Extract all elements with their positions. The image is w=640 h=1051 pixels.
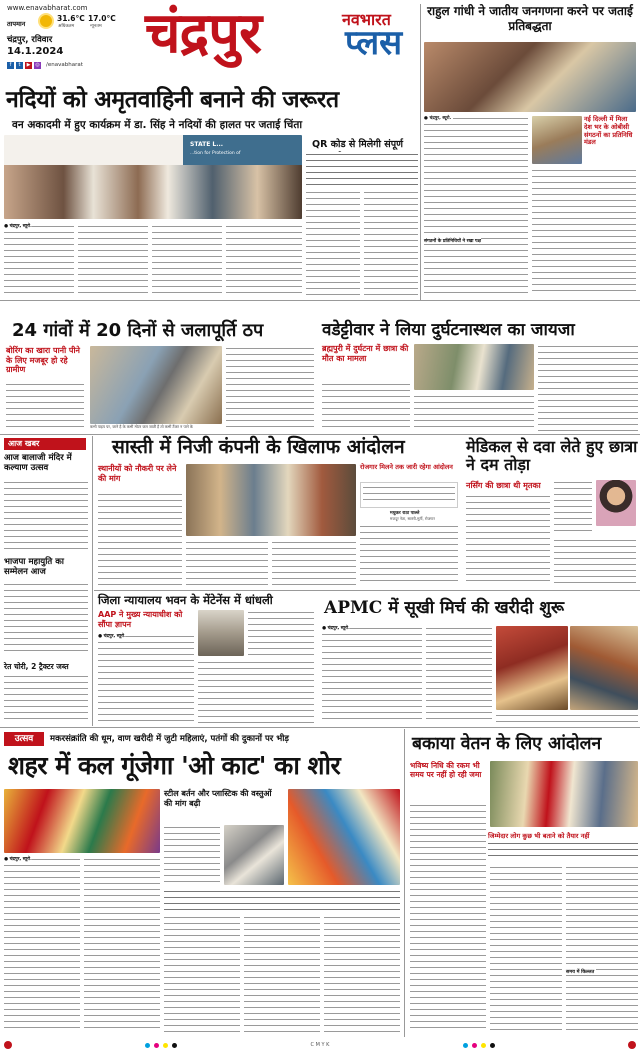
utsav-col5 — [244, 915, 320, 1033]
social-icons — [7, 62, 41, 69]
apmc-story — [318, 592, 640, 726]
apmc-headline: APMC में सूखी मिर्च की खरीदी शुरू — [324, 598, 565, 618]
wage-quote-text — [488, 841, 638, 861]
vadettiwar-col3 — [538, 344, 638, 432]
vadettiwar-story — [318, 302, 640, 434]
wage-quote: जिम्मेदार लोग कुछ भी बताने को तैयार नहीं — [488, 832, 590, 840]
aaj-khabar-item1-headline: आज बालाजी मंदिर में कल्याण उत्सव — [4, 453, 72, 473]
lead-banner-text-2: ...tion for Protection of — [190, 151, 241, 156]
wage-story — [406, 729, 640, 1037]
utsav-photo-3 — [288, 789, 400, 885]
medical-photo — [596, 480, 636, 526]
wage-col1 — [410, 803, 486, 1033]
temp-max: 31.6°C — [57, 14, 85, 23]
registration-mark-left — [4, 1041, 12, 1049]
cmyk-bar — [0, 1039, 640, 1051]
registration-mark-right — [628, 1041, 636, 1049]
rahul-col1-text — [424, 116, 528, 296]
medical-col1 — [466, 494, 550, 586]
rahul-inset-headline: नई दिल्ली में मिला देश भर के ओबीसी संगठनों का प्रतिनिधि मंडल — [584, 115, 633, 147]
court-inset-headline: AAP ने मुख्य न्यायाधीश को सौंपा ज्ञापन — [98, 610, 183, 629]
jalapurti-story — [0, 302, 316, 434]
city-day: चंद्रपुर, रविवार — [7, 35, 53, 45]
utsav-inset-headline: स्टील बर्तन और प्लास्टिक की वस्तुओं की मांग बढ़ी — [164, 789, 272, 808]
medical-story — [462, 436, 640, 588]
lead-banner-text: STATE L... — [190, 141, 224, 148]
apmc-col2 — [426, 626, 492, 722]
wage-headline: बकाया वेतन के लिए आंदोलन — [412, 734, 602, 754]
medical-col3 — [554, 538, 636, 586]
rahul-subhead: संगठनों के प्रतिनिधियों ने रखा पक्ष — [424, 239, 481, 244]
medical-headline: मेडिकल से दवा लेते हुए छात्रा ने दम तोड़ा — [466, 437, 638, 475]
jalapurti-headline: 24 गांवों में 20 दिनों से जलापूर्ति ठप — [12, 320, 264, 341]
youtube-icon[interactable]: ▶ — [26, 62, 31, 68]
aaj-khabar — [0, 436, 90, 726]
lead-story — [0, 84, 420, 300]
twitter-icon[interactable]: t — [16, 62, 23, 69]
vadettiwar-inset-headline: ब्रह्मपुरी में दुर्घटना में छात्रा की मौत का मामला — [322, 344, 409, 363]
court-col1 — [98, 634, 194, 724]
lead-headline: नदियों को अमृतवाहिनी बनाने की जरूरत — [6, 87, 339, 113]
apmc-col1 — [322, 626, 422, 722]
jalapurti-photo — [90, 346, 222, 424]
andolan-story — [94, 436, 460, 588]
andolan-col4 — [360, 524, 458, 586]
lead-col3 — [152, 224, 222, 298]
aaj-khabar-item3-text — [4, 674, 88, 724]
utsav-col4 — [164, 915, 240, 1033]
issue-date: 14.1.2024 — [7, 46, 64, 57]
apmc-photo-1 — [496, 626, 568, 710]
court-col3 — [198, 660, 314, 724]
website-url[interactable]: www.enavabharat.com — [7, 4, 88, 12]
vadettiwar-headline: वडेट्टीवार ने लिया दुर्घटनास्थल का जायजा — [322, 320, 575, 340]
court-col2 — [248, 610, 314, 656]
cmyk-label: C M Y K — [310, 1042, 330, 1048]
andolan-quote-author: मधुकर राठा पाल्ले — [390, 511, 420, 516]
andolan-col2 — [186, 540, 268, 586]
utsav-headline: शहर में कल गूंजेगा 'ओ काट' का शोर — [8, 751, 341, 780]
aaj-khabar-item3-headline: रेत चोरी, 2 ट्रैक्टर जब्त — [4, 662, 69, 671]
jalapurti-col1 — [6, 382, 84, 432]
wage-photo — [490, 761, 638, 827]
temp-label: तापमान — [7, 20, 26, 28]
andolan-col3 — [272, 540, 356, 586]
medical-subhead: नर्सिंग की छात्रा थी मृतका — [466, 481, 541, 490]
aaj-khabar-item2-headline: भाजपा महायुति का सम्मेलन आज — [4, 557, 64, 577]
medical-col2 — [554, 480, 592, 534]
vadettiwar-col1 — [322, 382, 410, 432]
andolan-photo — [186, 464, 356, 536]
lead-col2 — [78, 224, 148, 298]
utsav-photo-1 — [4, 789, 160, 853]
rahul-story — [422, 2, 638, 300]
wage-col2 — [490, 865, 562, 1033]
qr-intro — [306, 152, 418, 186]
rahul-photo — [424, 42, 636, 112]
jalapurti-inset-headline: बोरिंग का खारा पानी पीने के लिए मजबूर हो रहे ग्रामीण — [6, 346, 80, 375]
wage-subhead: समय में किल्लत — [566, 970, 595, 975]
andolan-inset-headline: स्थानीयों को नौकरी पर लेने की मांग — [98, 464, 177, 483]
lead-col1 — [4, 224, 74, 298]
qr-headline: QR कोड से मिलेगी संपूर्ण — [312, 139, 403, 150]
rahul-col2-text — [532, 168, 636, 296]
apmc-caption — [496, 713, 638, 722]
jalapurti-col2 — [226, 346, 314, 432]
andolan-quote-box — [360, 482, 458, 508]
rahul-headline: राहुल गांधी ने जातीय जनगणना करने पर जताई प्रतिबद्धता — [427, 4, 633, 33]
andolan-quote-role: मजदूर नेता, सास्ती-मुर्ती, रोजगार — [390, 516, 435, 521]
court-dateline: ● चंद्रपुर, ब्यूरो. — [98, 634, 126, 639]
instagram-icon[interactable]: ◎ — [35, 62, 40, 68]
brand-top: नवभारत — [342, 10, 391, 29]
court-headline: जिला न्यायालय भवन के मेंटेनेंस में धांधली — [98, 593, 273, 607]
utsav-tag: उत्सव — [4, 732, 44, 746]
vadettiwar-photo — [414, 344, 534, 390]
utsav-photo-2 — [224, 825, 284, 885]
social-handle[interactable]: /enavabharat — [46, 62, 83, 68]
qr-col2 — [364, 190, 418, 298]
utsav-story — [0, 729, 402, 1037]
temp-min: 17.0°C — [88, 14, 116, 23]
jalapurti-photo-caption: कभी पाइप पर, जाने है के कभी मोटर जल जाती है तो कभी टैंकर न पाने के — [90, 424, 193, 429]
lead-col4 — [226, 224, 302, 298]
temp-min-label: न्यूनतम — [90, 24, 102, 29]
lead-dateline: ● चंद्रपुर, ब्यूरो. — [4, 224, 32, 229]
lead-subheadline: वन अकादमी में हुए कार्यक्रम में डा. सिंह ने नदियों की हालत पर जताई चिंता — [12, 119, 303, 131]
andolan-col1 — [98, 492, 182, 586]
brand-bottom: प्लस — [345, 23, 403, 63]
court-photo — [198, 610, 244, 656]
apmc-photo-2 — [570, 626, 638, 710]
utsav-caption — [164, 889, 400, 911]
aaj-khabar-tag: आज खबर — [4, 438, 86, 450]
lead-photo — [4, 135, 302, 219]
apmc-dateline: ● चंद्रपुर, ब्यूरो. — [322, 626, 350, 631]
temp-max-label: अधिकतम — [58, 24, 75, 29]
utsav-strap: मकरसंक्रांति की धूम, वाण खरीदी में जुटी महिलाएं, पतंगों की दुकानों पर भीड़ — [50, 734, 289, 744]
cmyk-dots-right — [463, 1043, 495, 1048]
andolan-headline: सास्ती में निजी कंपनी के खिलाफ आंदोलन — [112, 436, 405, 458]
qr-col1 — [306, 190, 360, 298]
masthead-title: चंद्रपुर — [145, 1, 262, 66]
sun-icon — [40, 15, 52, 27]
utsav-col2 — [84, 857, 160, 1033]
wage-col3 — [566, 865, 638, 1033]
rahul-inset-photo — [532, 116, 582, 164]
utsav-col3 — [164, 825, 220, 885]
andolan-roz-label: रोजगार मिलने तक जारी रहेगा आंदोलन — [360, 463, 453, 471]
court-story — [94, 592, 316, 726]
aaj-khabar-item1-text — [4, 480, 88, 552]
rahul-dateline: ● चंद्रपुर, ब्यूरो. — [424, 116, 452, 121]
wage-inset-headline: भविष्य निधि की रकम भी समय पर नहीं हो रही जमा — [410, 761, 482, 780]
utsav-dateline: ● चंद्रपुर, ब्यूरो. — [4, 857, 32, 862]
aaj-khabar-item2-text — [4, 582, 88, 656]
facebook-icon[interactable]: f — [7, 62, 14, 69]
utsav-col6 — [324, 915, 400, 1033]
cmyk-dots-left — [145, 1043, 177, 1048]
utsav-col1 — [4, 857, 80, 1033]
vadettiwar-col2 — [414, 394, 534, 432]
